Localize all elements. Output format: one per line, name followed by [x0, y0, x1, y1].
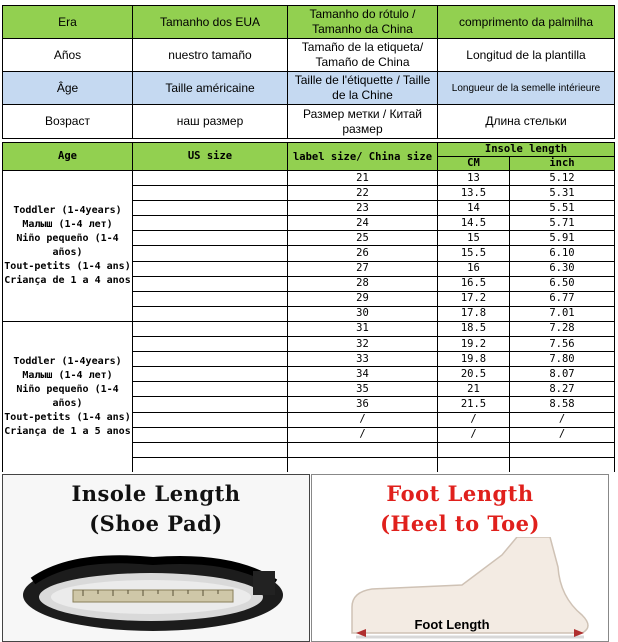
- label-cell: /: [288, 427, 438, 442]
- inch-cell: 7.80: [510, 352, 615, 367]
- inch-cell: 6.10: [510, 246, 615, 261]
- label-cell: [288, 442, 438, 457]
- header-cell: Longitud de la plantilla: [438, 39, 615, 72]
- inch-cell: 8.58: [510, 397, 615, 412]
- us-cell: [133, 382, 288, 397]
- header-row-french: [3, 72, 615, 105]
- age-group-label: Малыш (1-4 лет): [22, 218, 113, 230]
- cm-cell: 15.5: [438, 246, 510, 261]
- age-group-label: Tout-petits (1-4 ans): [4, 260, 131, 272]
- label-cell: 28: [288, 276, 438, 291]
- us-cell: [133, 171, 288, 186]
- age-group-label: Niño pequeño (1-4 años): [16, 232, 119, 258]
- label-size-column-header: label size/ China size: [288, 143, 438, 171]
- shoe-insole-photo: [3, 543, 309, 642]
- header-row-portuguese: [3, 6, 615, 39]
- us-cell: [133, 276, 288, 291]
- inch-cell: 5.51: [510, 201, 615, 216]
- label-cell: 29: [288, 291, 438, 306]
- us-cell: [133, 352, 288, 367]
- header-cell: Longueur de la semelle intérieure: [438, 72, 615, 105]
- cm-cell: [438, 442, 510, 457]
- inch-cell: 7.56: [510, 337, 615, 352]
- inch-cell: 6.77: [510, 291, 615, 306]
- inch-cell: 8.07: [510, 367, 615, 382]
- age-group-label: Toddler (1-4years): [13, 204, 122, 216]
- label-cell: 24: [288, 216, 438, 231]
- header-cell: Taille de l'étiquette / Taille de la Chine: [288, 72, 438, 105]
- label-cell: /: [288, 412, 438, 427]
- label-cell: 33: [288, 352, 438, 367]
- us-cell: [133, 246, 288, 261]
- us-cell: [133, 261, 288, 276]
- cm-cell: /: [438, 412, 510, 427]
- label-cell: 34: [288, 367, 438, 382]
- inch-cell: [510, 457, 615, 472]
- inch-cell: 8.27: [510, 382, 615, 397]
- label-cell: 30: [288, 306, 438, 321]
- header-row-spanish: [3, 39, 615, 72]
- inch-column-header: inch: [510, 157, 615, 171]
- cm-cell: 16.5: [438, 276, 510, 291]
- us-cell: [133, 201, 288, 216]
- age-group-cell: [3, 171, 133, 322]
- size-chart-table: [2, 142, 615, 473]
- size-row: [3, 321, 615, 336]
- cm-cell: 21.5: [438, 397, 510, 412]
- us-cell: [133, 231, 288, 246]
- cm-cell: 19.8: [438, 352, 510, 367]
- us-cell: [133, 397, 288, 412]
- inch-cell: 5.31: [510, 186, 615, 201]
- cm-cell: [438, 457, 510, 472]
- us-cell: [133, 291, 288, 306]
- cm-cell: 14: [438, 201, 510, 216]
- label-cell: 32: [288, 337, 438, 352]
- translation-header-table: [2, 5, 615, 139]
- header-cell: Размер метки / Китай размер: [288, 105, 438, 139]
- inch-cell: 5.71: [510, 216, 615, 231]
- inch-cell: 5.91: [510, 231, 615, 246]
- header-row-russian: [3, 105, 615, 139]
- us-cell: [133, 337, 288, 352]
- measurement-illustrations: [0, 472, 618, 642]
- insole-subtitle: (Shoe Pad): [89, 511, 223, 536]
- header-cell: comprimento da palmilha: [438, 6, 615, 39]
- cm-cell: 16: [438, 261, 510, 276]
- cm-cell: 17.2: [438, 291, 510, 306]
- header-cell: наш размер: [133, 105, 288, 139]
- age-group-label: Малыш (1-4 лет): [22, 369, 113, 381]
- label-cell: 26: [288, 246, 438, 261]
- us-cell: [133, 412, 288, 427]
- label-cell: 31: [288, 321, 438, 336]
- us-cell: [133, 367, 288, 382]
- inch-cell: 7.01: [510, 306, 615, 321]
- header-cell: Возраст: [3, 105, 133, 139]
- cm-column-header: CM: [438, 157, 510, 171]
- inch-cell: [510, 442, 615, 457]
- inch-cell: /: [510, 412, 615, 427]
- us-cell: [133, 216, 288, 231]
- cm-cell: 14.5: [438, 216, 510, 231]
- age-group-label: Criança de 1 a 5 anos: [4, 425, 131, 437]
- inch-cell: /: [510, 427, 615, 442]
- header-cell: Taille américaine: [133, 72, 288, 105]
- label-cell: 35: [288, 382, 438, 397]
- us-cell: [133, 321, 288, 336]
- age-group-label: Niño pequeño (1-4 años): [16, 383, 119, 409]
- age-group-label: Toddler (1-4years): [13, 355, 122, 367]
- insole-title: Insole Length: [71, 481, 241, 506]
- header-cell: nuestro tamaño: [133, 39, 288, 72]
- header-cell: Años: [3, 39, 133, 72]
- header-cell: Era: [3, 6, 133, 39]
- inch-cell: 5.12: [510, 171, 615, 186]
- foot-length-arrow-label: Foot Length: [414, 617, 490, 632]
- foot-title: Foot Length: [386, 481, 534, 506]
- cm-cell: 13.5: [438, 186, 510, 201]
- cm-cell: 17.8: [438, 306, 510, 321]
- label-cell: 36: [288, 397, 438, 412]
- cm-cell: 13: [438, 171, 510, 186]
- label-cell: 22: [288, 186, 438, 201]
- header-cell: Длина стельки: [438, 105, 615, 139]
- label-cell: 25: [288, 231, 438, 246]
- age-group-label: Tout-petits (1-4 ans): [4, 411, 131, 423]
- insole-length-panel: [2, 474, 310, 642]
- inch-cell: 7.28: [510, 321, 615, 336]
- foot-length-panel: [311, 474, 609, 642]
- insole-length-header: Insole length: [438, 143, 615, 157]
- label-cell: [288, 457, 438, 472]
- inch-cell: 6.30: [510, 261, 615, 276]
- us-cell: [133, 306, 288, 321]
- label-cell: 21: [288, 171, 438, 186]
- label-cell: 23: [288, 201, 438, 216]
- header-cell: Tamanho do rótulo / Tamanho da China: [288, 6, 438, 39]
- us-cell: [133, 457, 288, 472]
- us-cell: [133, 442, 288, 457]
- cm-cell: 15: [438, 231, 510, 246]
- size-row: [3, 171, 615, 186]
- foot-illustration: [312, 537, 608, 642]
- label-cell: 27: [288, 261, 438, 276]
- foot-subtitle: (Heel to Toe): [380, 511, 540, 536]
- cm-cell: 18.5: [438, 321, 510, 336]
- header-cell: Tamanho dos EUA: [133, 6, 288, 39]
- us-size-column-header: US size: [133, 143, 288, 171]
- us-cell: [133, 427, 288, 442]
- cm-cell: /: [438, 427, 510, 442]
- age-group-cell: [3, 321, 133, 472]
- header-cell: Âge: [3, 72, 133, 105]
- cm-cell: 20.5: [438, 367, 510, 382]
- cm-cell: 19.2: [438, 337, 510, 352]
- cm-cell: 21: [438, 382, 510, 397]
- header-cell: Tamaño de la etiqueta/ Tamaño de China: [288, 39, 438, 72]
- us-cell: [133, 186, 288, 201]
- age-group-label: Criança de 1 a 4 anos: [4, 274, 131, 286]
- age-column-header: Age: [3, 143, 133, 171]
- inch-cell: 6.50: [510, 276, 615, 291]
